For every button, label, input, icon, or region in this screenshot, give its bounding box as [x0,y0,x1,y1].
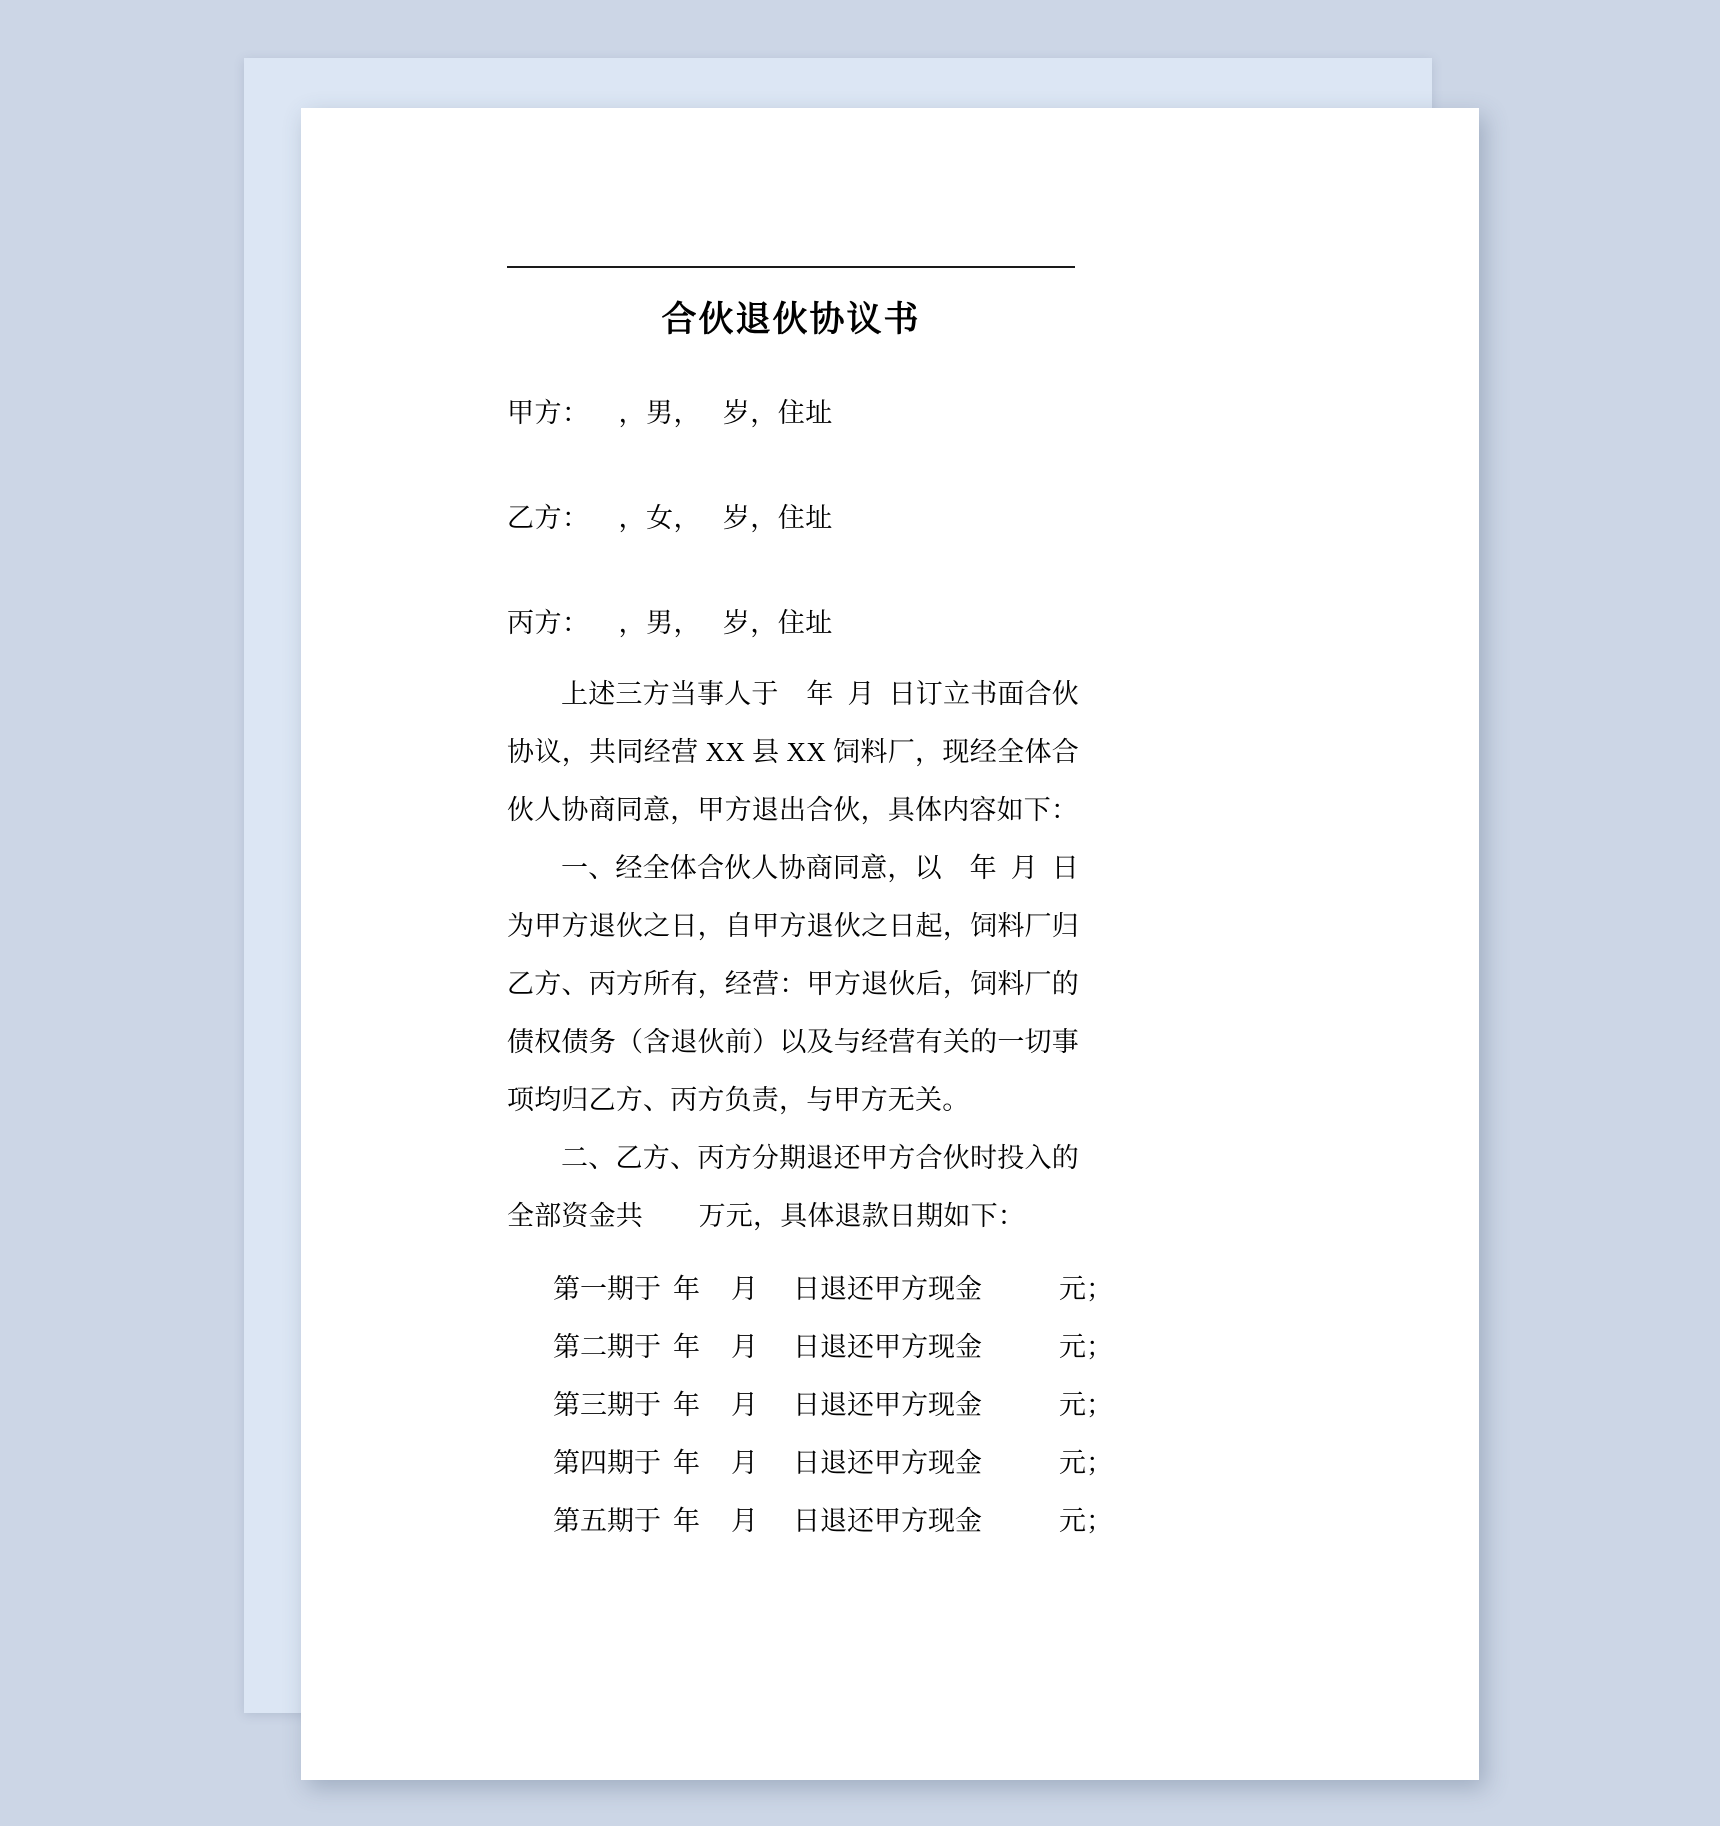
paragraph-preamble: 上述三方当事人于 年 月 日订立书面合伙协议，共同经营 XX 县 XX 饲料厂，现经全体合伙人协商同意，甲方退出合伙，具体内容如下： [507,679,1079,825]
installment-month-field: 月 [731,1448,758,1478]
installment-month-field: 月 [731,1332,758,1362]
installment-year-field: 年 [673,1332,700,1362]
installment-tail-text: 日退还甲方现金 [793,1448,982,1478]
installment-row [553,1492,1113,1550]
body-block [507,665,1079,1245]
installment-year-field: 年 [673,1506,700,1536]
installment-tail-text: 日退还甲方现金 [793,1390,982,1420]
installment-row [553,1434,1113,1492]
installment-list [553,1260,1113,1550]
installment-amount-field: 元； [1059,1506,1113,1536]
document-page [301,108,1479,1780]
installment-label: 第五期于 [553,1506,661,1536]
installment-label: 第二期于 [553,1332,661,1362]
party-line-jiafang: 甲方： ，男， 岁，住址 [507,398,833,428]
installment-label: 第三期于 [553,1390,661,1420]
installment-amount-field: 元； [1059,1390,1113,1420]
installment-month-field: 月 [731,1506,758,1536]
installment-month-field: 月 [731,1390,758,1420]
installment-label: 第四期于 [553,1448,661,1478]
installment-amount-field: 元； [1059,1274,1113,1304]
document-title: 合伙退伙协议书 [661,300,921,340]
document-content [301,108,1479,1780]
installment-row [553,1260,1113,1318]
installment-month-field: 月 [731,1274,758,1304]
installment-amount-field: 元； [1059,1448,1113,1478]
installment-amount-field: 元； [1059,1332,1113,1362]
title-horizontal-rule [507,266,1075,268]
installment-tail-text: 日退还甲方现金 [793,1274,982,1304]
installment-row [553,1318,1113,1376]
installment-year-field: 年 [673,1448,700,1478]
party-line-yifang: 乙方： ，女， 岁，住址 [507,503,833,533]
installment-row [553,1376,1113,1434]
installment-year-field: 年 [673,1274,700,1304]
installment-label: 第一期于 [553,1274,661,1304]
installment-year-field: 年 [673,1390,700,1420]
paragraph-clause-one: 一、经全体合伙人协商同意，以 年 月 日为甲方退伙之日，自甲方退伙之日起，饲料厂归乙方、丙方所有，经营：甲方退伙后，饲料厂的债权债务（含退伙前）以及与经营有关的一切事项均归乙方、丙方负责，与甲方无关。 [507,853,1079,1115]
party-line-bingfang: 丙方： ，男， 岁，住址 [507,608,833,638]
paragraph-clause-two: 二、乙方、丙方分期退还甲方合伙时投入的全部资金共 万元，具体退款日期如下： [507,1143,1079,1231]
installment-tail-text: 日退还甲方现金 [793,1506,982,1536]
installment-tail-text: 日退还甲方现金 [793,1332,982,1362]
